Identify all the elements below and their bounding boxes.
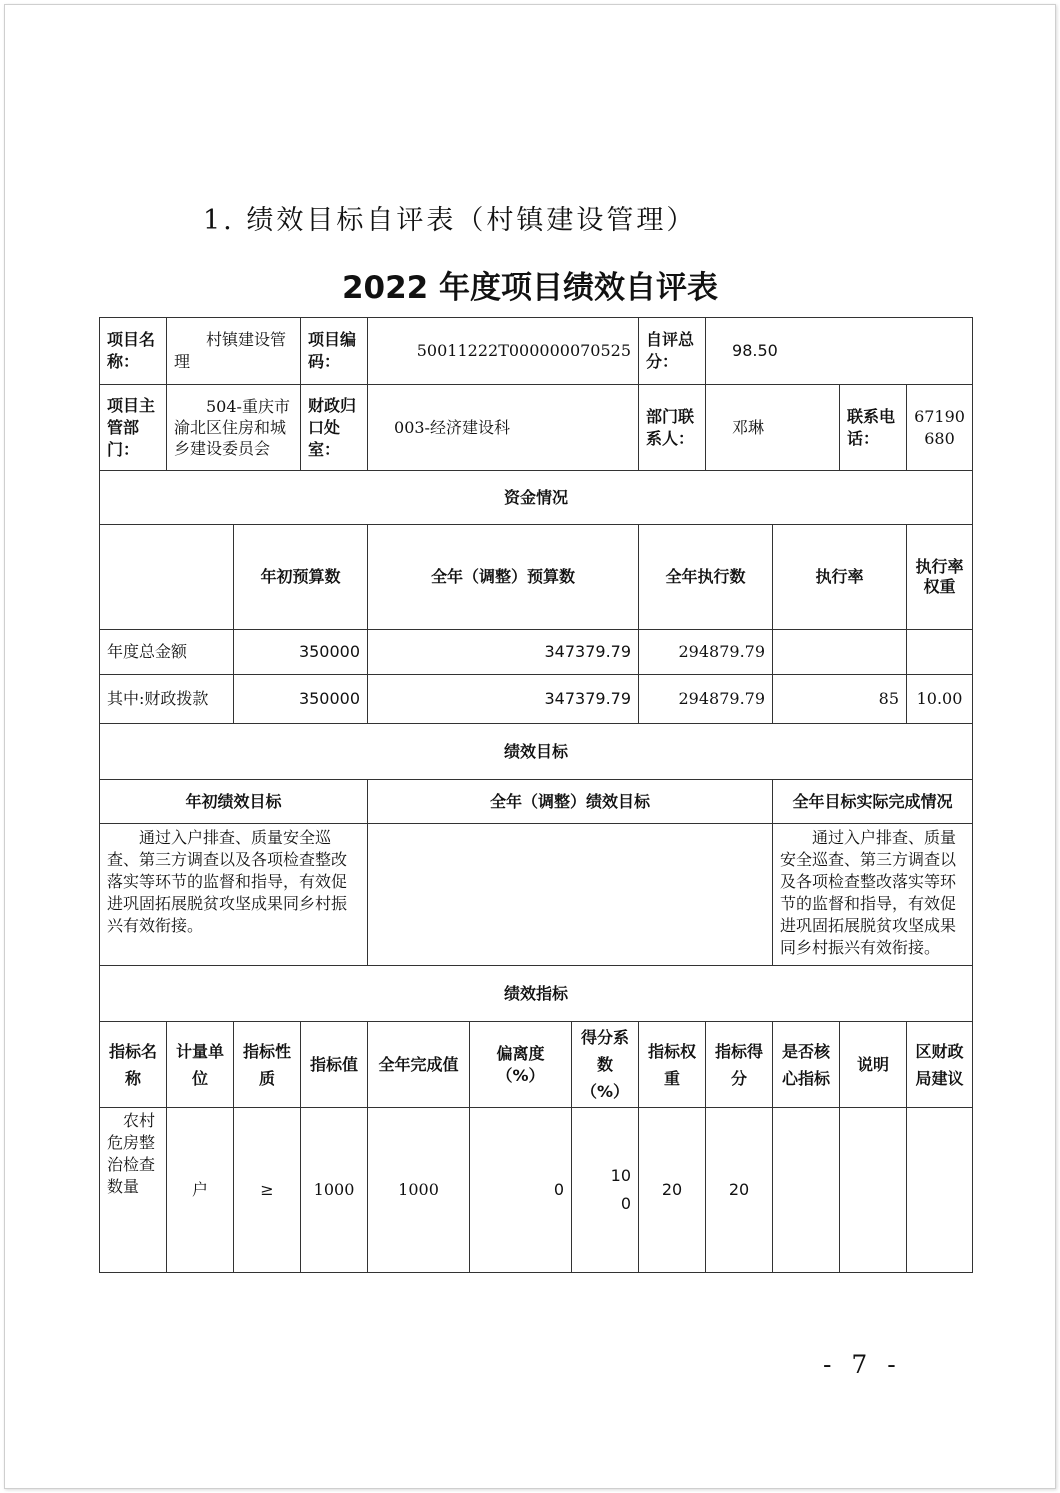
funds-rate xyxy=(773,630,907,675)
funds-executed: 294879.79 xyxy=(639,630,773,675)
name-value: 村镇建设管理 xyxy=(167,318,301,385)
goals-actual-text: 通过入户排查、质量安全巡查、第三方调查以及各项检查整改落实等环节的监督和指导，有效促进巩固拓展脱贫攻坚成果同乡村振兴有效衔接。 xyxy=(773,824,973,966)
indicators-section-row xyxy=(100,966,973,1022)
info-row-1 xyxy=(100,318,973,385)
funds-initial: 350000 xyxy=(234,675,368,724)
ind-weight: 20 xyxy=(639,1108,706,1273)
indicators-section-title: 绩效指标 xyxy=(100,966,973,1022)
ind-note xyxy=(840,1108,907,1273)
ind-unit: 户 xyxy=(167,1108,234,1273)
goals-section-title: 绩效目标 xyxy=(100,724,973,780)
funds-weight: 10.00 xyxy=(907,675,973,724)
dept-value: 504-重庆市渝北区住房和城乡建设委员会 xyxy=(167,385,301,471)
funds-row-label: 其中:财政拨款 xyxy=(100,675,234,724)
funds-initial: 350000 xyxy=(234,630,368,675)
section-heading: 1. 绩效目标自评表（村镇建设管理） xyxy=(203,205,697,236)
funds-header-row xyxy=(100,525,973,630)
ind-value: 1000 xyxy=(301,1108,368,1273)
funds-adjusted: 347379.79 xyxy=(368,675,639,724)
indicator-row xyxy=(100,1108,973,1273)
score-value: 98.50 xyxy=(706,318,973,385)
ind-core xyxy=(773,1108,840,1273)
goals-header-actual: 全年目标实际完成情况 xyxy=(773,780,973,824)
funds-row-total xyxy=(100,630,973,675)
phone-label: 联系电话： xyxy=(840,385,907,471)
ind-header-unit: 计量单位 xyxy=(167,1022,234,1108)
goals-adjusted-text xyxy=(368,824,773,966)
dept-label: 项目主管部门： xyxy=(100,385,167,471)
indicators-header-row xyxy=(100,1022,973,1108)
ind-header-note: 说明 xyxy=(840,1022,907,1108)
goals-section-row xyxy=(100,724,973,780)
page-title: 2022 年度项目绩效自评表 xyxy=(341,270,719,306)
ind-header-actual: 全年完成值 xyxy=(368,1022,470,1108)
funds-header-adjusted: 全年（调整）预算数 xyxy=(368,525,639,630)
ind-header-coef: 得分系数（%） xyxy=(572,1022,639,1108)
name-label: 项目名称： xyxy=(100,318,167,385)
ind-header-weight: 指标权重 xyxy=(639,1022,706,1108)
contact-label: 部门联系人： xyxy=(639,385,706,471)
goals-header-row xyxy=(100,780,973,824)
funds-header-executed: 全年执行数 xyxy=(639,525,773,630)
ind-header-nature: 指标性质 xyxy=(234,1022,301,1108)
ind-header-advice: 区财政局建议 xyxy=(907,1022,973,1108)
evaluation-table xyxy=(99,317,973,1273)
ind-header-value: 指标值 xyxy=(301,1022,368,1108)
office-label: 财政归口处室： xyxy=(301,385,368,471)
ind-score: 20 xyxy=(706,1108,773,1273)
ind-header-name: 指标名称 xyxy=(100,1022,167,1108)
code-label: 项目编码： xyxy=(301,318,368,385)
phone-value: 67190680 xyxy=(907,385,973,471)
funds-rate: 85 xyxy=(773,675,907,724)
funds-row-fiscal xyxy=(100,675,973,724)
info-row-2 xyxy=(100,385,973,471)
code-value: 50011222T000000070525 xyxy=(368,318,639,385)
funds-section-title: 资金情况 xyxy=(100,471,973,525)
ind-advice xyxy=(907,1108,973,1273)
contact-value: 邓琳 xyxy=(706,385,840,471)
ind-nature: ≥ xyxy=(234,1108,301,1273)
funds-executed: 294879.79 xyxy=(639,675,773,724)
goals-header-initial: 年初绩效目标 xyxy=(100,780,368,824)
funds-adjusted: 347379.79 xyxy=(368,630,639,675)
ind-actual: 1000 xyxy=(368,1108,470,1273)
ind-header-core: 是否核心指标 xyxy=(773,1022,840,1108)
ind-header-score: 指标得分 xyxy=(706,1022,773,1108)
ind-coef: 100 xyxy=(572,1108,639,1273)
goals-header-adjusted: 全年（调整）绩效目标 xyxy=(368,780,773,824)
goals-initial-text: 通过入户排查、质量安全巡查、第三方调查以及各项检查整改落实等环节的监督和指导，有效促进巩固拓展脱贫攻坚成果同乡村振兴有效衔接。 xyxy=(100,824,368,966)
funds-section-row xyxy=(100,471,973,525)
funds-weight xyxy=(907,630,973,675)
ind-header-deviation: 偏离度（%） xyxy=(470,1022,572,1108)
funds-header-rate: 执行率 xyxy=(773,525,907,630)
ind-deviation: 0 xyxy=(470,1108,572,1273)
ind-name: 农村危房整治检查数量 xyxy=(100,1108,167,1273)
page-number: - 7 - xyxy=(823,1350,902,1379)
funds-header-blank xyxy=(100,525,234,630)
funds-row-label: 年度总金额 xyxy=(100,630,234,675)
office-value: 003-经济建设科 xyxy=(368,385,639,471)
funds-header-initial: 年初预算数 xyxy=(234,525,368,630)
score-label: 自评总分： xyxy=(639,318,706,385)
funds-header-weight: 执行率权重 xyxy=(907,525,973,630)
goals-content-row xyxy=(100,824,973,966)
